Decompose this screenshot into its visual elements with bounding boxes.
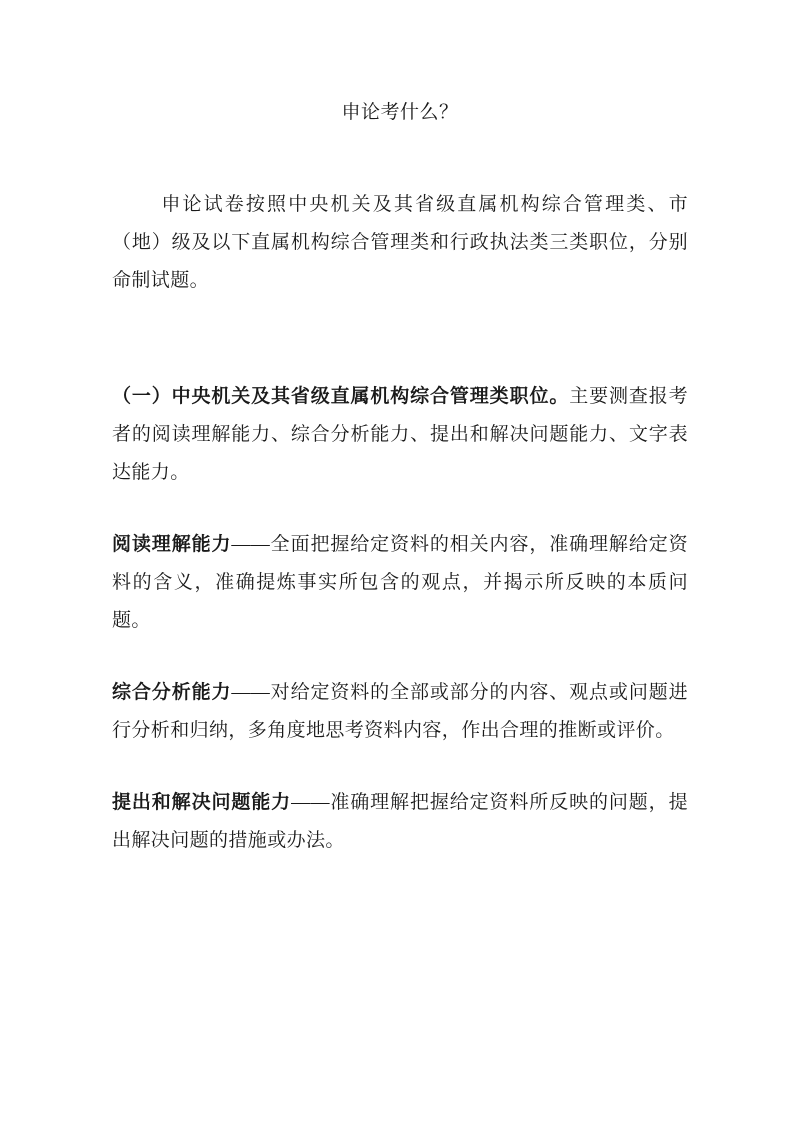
paragraph-ability-analysis-lead: 综合分析能力 — [112, 682, 232, 703]
paragraph-ability-reading — [112, 526, 688, 640]
paragraph-section-one-text: 主要测查报考者的阅读理解能力、综合分析能力、提出和解决问题能力、文字表达能力。 — [112, 386, 688, 483]
paragraph-ability-problem-solving-lead: 提出和解决问题能力 — [112, 792, 292, 813]
paragraph-section-one-lead: （一）中央机关及其省级直属机构综合管理类职位。 — [112, 386, 570, 407]
paragraph-ability-problem-solving — [112, 784, 688, 860]
spacer — [112, 640, 688, 674]
paragraph-ability-analysis-text: ——对给定资料的全部或部分的内容、观点或问题进行分析和归纳，多角度地思考资料内容，作出合理的推断或评价。 — [112, 682, 689, 741]
spacer — [112, 300, 688, 378]
spacer — [112, 750, 688, 784]
paragraph-ability-problem-solving-text: ——准确理解把握给定资料所反映的问题，提出解决问题的措施或办法。 — [112, 792, 688, 851]
paragraph-ability-analysis — [112, 674, 688, 750]
paragraph-intro: 申论试卷按照中央机关及其省级直属机构综合管理类、市（地）级及以下直属机构综合管理类和行政执法类三类职位，分别命制试题。 — [112, 194, 688, 291]
paragraph-ability-reading-text: ——全面把握给定资料的相关内容，准确理解给定资料的含义，准确提炼事实所包含的观点，并揭示所反映的本质问题。 — [112, 534, 689, 631]
spacer — [112, 492, 688, 526]
paragraph-ability-reading-lead: 阅读理解能力 — [112, 534, 232, 555]
page-title: 申论考什么？ — [341, 102, 459, 123]
document-body — [112, 96, 688, 860]
spacer — [112, 130, 688, 186]
paragraph-section-one — [112, 378, 688, 492]
